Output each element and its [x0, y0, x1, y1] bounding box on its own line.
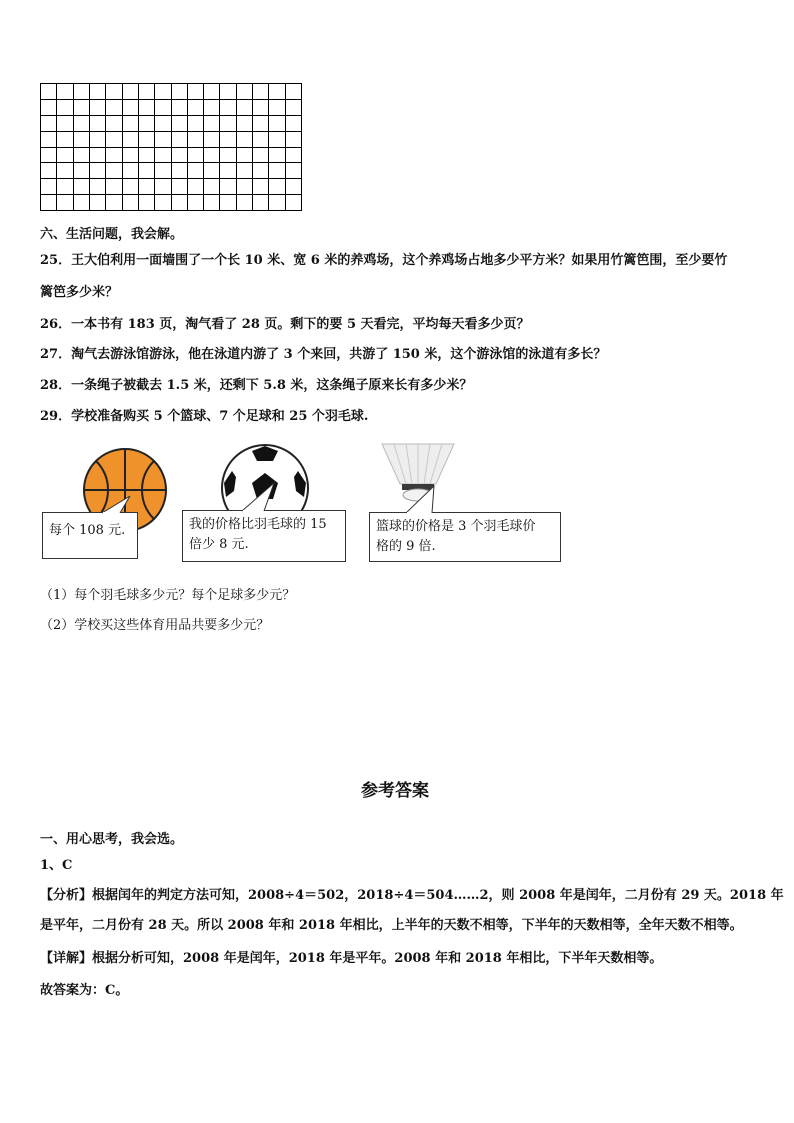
question-27: 27．淘气去游泳馆游泳，他在泳道内游了 3 个来回，共游了 150 米，这个游泳馆的泳道有多长？	[40, 347, 607, 362]
callout-text-line: 我的价格比羽毛球的 15	[189, 517, 327, 532]
soccer-price-callout	[182, 510, 346, 562]
shuttlecock-price-callout	[369, 512, 561, 562]
basketball-price-callout	[42, 512, 138, 559]
question-28: 28．一条绳子被截去 1.5 米，还剩下 5.8 米，这条绳子原来长有多少米？	[40, 378, 473, 393]
grid-paper	[40, 83, 302, 211]
final-answer: 故答案为：C。	[40, 983, 129, 998]
callout-text-line: 篮球的价格是 3 个羽毛球价	[376, 519, 536, 534]
answer-1: 1、C	[40, 858, 73, 873]
answers-title: 参考答案	[361, 781, 429, 801]
sub-question-1: （1）每个羽毛球多少元？每个足球多少元？	[40, 588, 296, 603]
callout-text-line: 每个 108 元.	[49, 523, 126, 538]
detail-line: 【详解】根据分析可知，2008 年是闰年，2018 年是平年。2008 年和 2018 年相比，下半年天数相等。	[40, 951, 663, 966]
question-26: 26．一本书有 183 页，淘气看了 28 页。剩下的要 5 天看完，平均每天看多少页？	[40, 317, 530, 332]
callout-text-line: 倍少 8 元.	[189, 537, 249, 552]
analysis-line1: 【分析】根据闰年的判定方法可知，2008÷4＝502，2018÷4＝504……2，则 2008 年是闰年，二月份有 29 天。2018 年	[40, 888, 784, 903]
question-25-line1: 25．王大伯利用一面墙围了一个长 10 米、宽 6 米的养鸡场，这个养鸡场占地多少平方米？如果用竹篱笆围，至少要竹	[40, 253, 728, 268]
question-29: 29．学校准备购买 5 个篮球、7 个足球和 25 个羽毛球.	[40, 409, 369, 424]
question-25-line2: 篱笆多少米？	[40, 285, 119, 300]
callout-tail	[100, 494, 140, 514]
section-heading-6: 六、生活问题，我会解。	[40, 227, 184, 242]
callout-tail	[236, 480, 286, 512]
analysis-line2: 是平年，二月份有 28 天。所以 2008 年和 2018 年相比，上半年的天数不相等，下半年的天数相等，全年天数不相等。	[40, 918, 743, 933]
sub-question-2: （2）学校买这些体育用品共要多少元？	[40, 618, 270, 633]
answers-section-1: 一、用心思考，我会选。	[40, 832, 184, 847]
callout-tail	[400, 484, 450, 514]
callout-text-line: 格的 9 倍.	[376, 539, 436, 554]
